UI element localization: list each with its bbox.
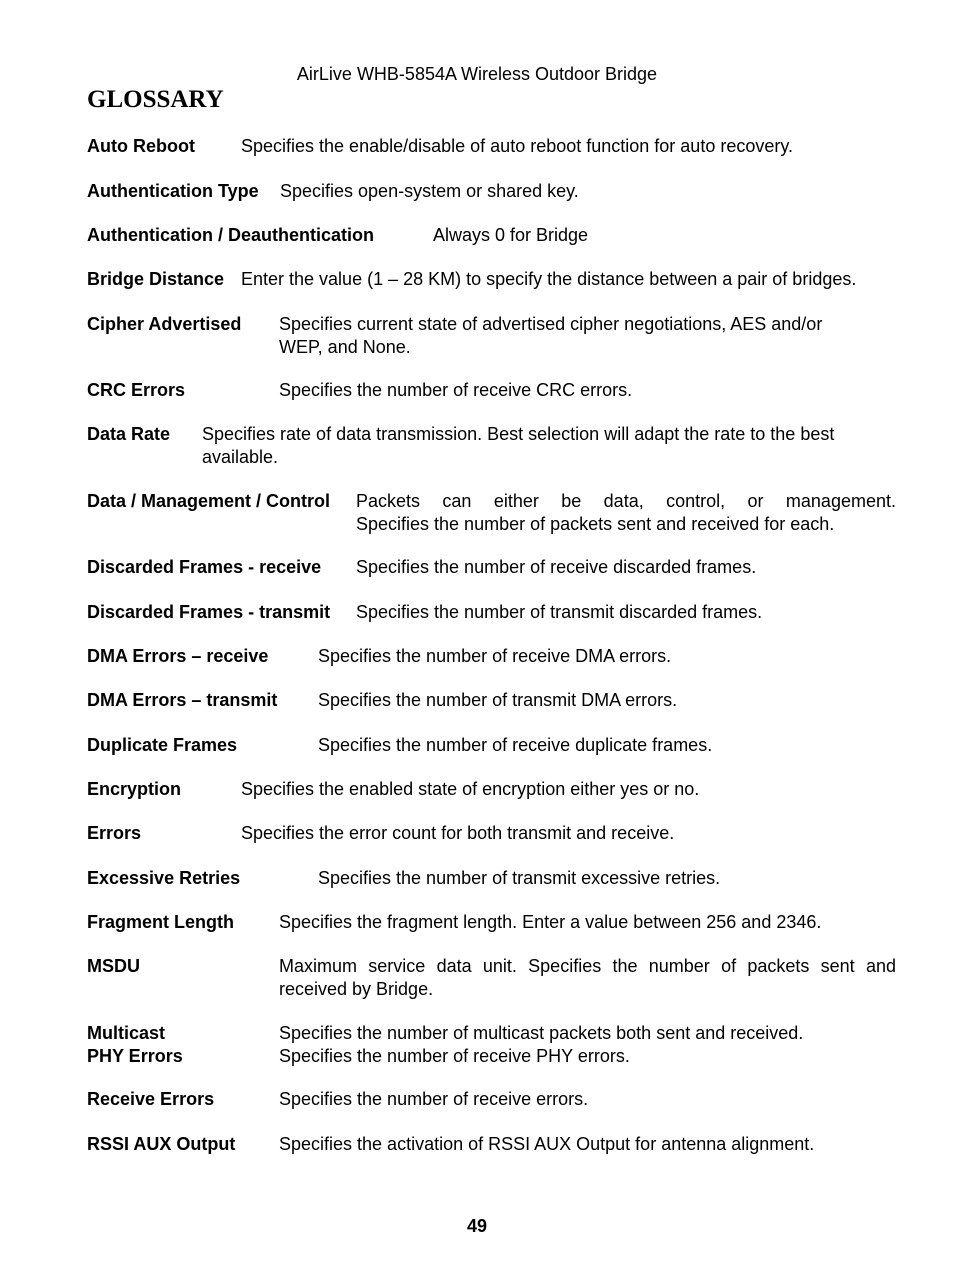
glossary-term: Authentication Type	[87, 181, 259, 201]
definition-line: Specifies the number of receive duplicate frames.	[318, 735, 713, 755]
definition-line: Always 0 for Bridge	[433, 225, 589, 245]
glossary-term: PHY Errors	[87, 1045, 183, 1066]
glossary-term: Bridge Distance	[87, 269, 225, 289]
glossary-term: Fragment Length	[87, 912, 234, 932]
glossary-term: RSSI AUX Output	[87, 1134, 236, 1154]
glossary-definition	[279, 1133, 896, 1156]
glossary-definition	[356, 556, 896, 579]
definition-line: Specifies the number of receive DMA errors.	[318, 646, 672, 666]
glossary-term: Data / Management / Control	[87, 491, 331, 511]
glossary-term: Receive Errors	[87, 1089, 215, 1109]
glossary-definition	[279, 379, 896, 402]
glossary-definition	[356, 490, 896, 535]
glossary-term: CRC Errors	[87, 380, 186, 400]
glossary-term: Excessive Retries	[87, 868, 241, 888]
glossary-term: Data Rate	[87, 424, 171, 444]
glossary-definition	[318, 867, 896, 890]
glossary-term: Multicast	[87, 1023, 166, 1043]
glossary-definition	[433, 224, 896, 247]
glossary-term: Cipher Advertised	[87, 314, 242, 334]
glossary-definition	[241, 822, 896, 845]
glossary-term: MSDU	[87, 956, 140, 976]
definition-line: Packets can either be data, control, or management.	[356, 491, 896, 511]
definition-line: Specifies the enable/disable of auto reboot function for auto recovery.	[241, 136, 794, 156]
definition-line: Enter the value (1 – 28 KM) to specify the distance between a pair of bridges.	[241, 269, 857, 289]
definition-line: Specifies rate of data transmission. Best selection will adapt the rate to the best	[202, 424, 835, 444]
glossary-definition	[279, 911, 896, 934]
glossary-term: DMA Errors – transmit	[87, 690, 278, 710]
glossary-term: Errors	[87, 823, 142, 843]
glossary-definition	[356, 601, 896, 624]
glossary-definition	[279, 955, 896, 1000]
definition-line: Specifies the number of receive errors.	[279, 1089, 589, 1109]
definition-line: Specifies the number of packets sent and received for each.	[356, 513, 835, 534]
definition-line: Specifies the fragment length. Enter a value between 256 and 2346.	[279, 912, 822, 932]
definition-line: Specifies open-system or shared key.	[280, 181, 579, 201]
definition-line: Specifies the number of transmit discarded frames.	[356, 602, 763, 622]
definition-line: Specifies the number of transmit DMA errors.	[318, 690, 678, 710]
definition-line: Specifies the number of receive CRC errors.	[279, 380, 633, 400]
glossary-term: Auto Reboot	[87, 136, 195, 156]
glossary-term: Encryption	[87, 779, 182, 799]
definition-line: available.	[202, 446, 279, 467]
glossary-term: DMA Errors – receive	[87, 646, 269, 666]
glossary-term: Authentication / Deauthentication	[87, 225, 375, 245]
glossary-definition	[279, 1088, 896, 1111]
definition-line: Specifies the error count for both transmit and receive.	[241, 823, 675, 843]
definition-line: WEP, and None.	[279, 336, 411, 357]
definition-line: Maximum service data unit. Specifies the number of packets sent and	[279, 956, 896, 976]
page-title: GLOSSARY	[87, 86, 224, 113]
definition-line: received by Bridge.	[279, 978, 434, 999]
glossary-definition	[279, 313, 896, 358]
definition-line: Specifies the number of receive discarded frames.	[356, 557, 757, 577]
glossary-definition	[280, 180, 896, 203]
glossary-definition	[318, 645, 896, 668]
glossary-definition	[241, 135, 896, 158]
definition-line: Specifies the number of receive PHY errors.	[279, 1045, 630, 1066]
glossary-definition	[318, 689, 896, 712]
running-header: AirLive WHB-5854A Wireless Outdoor Bridge	[296, 64, 658, 84]
definition-line: Specifies the enabled state of encryption either yes or no.	[241, 779, 700, 799]
definition-line: Specifies the activation of RSSI AUX Output for antenna alignment.	[279, 1134, 815, 1154]
definition-line: Specifies current state of advertised cipher negotiations, AES and/or	[279, 314, 823, 334]
glossary-definition	[241, 778, 896, 801]
glossary-term: Duplicate Frames	[87, 735, 238, 755]
definition-line: Specifies the number of transmit excessive retries.	[318, 868, 721, 888]
definition-line: Specifies the number of multicast packets both sent and received.	[279, 1023, 804, 1043]
glossary-definition	[202, 423, 896, 468]
glossary-definition	[279, 1022, 896, 1067]
glossary-term: Discarded Frames - transmit	[87, 602, 331, 622]
page-number: 49	[466, 1216, 488, 1236]
glossary-definition	[318, 734, 896, 757]
glossary-term: Discarded Frames - receive	[87, 557, 322, 577]
glossary-definition	[241, 268, 896, 291]
